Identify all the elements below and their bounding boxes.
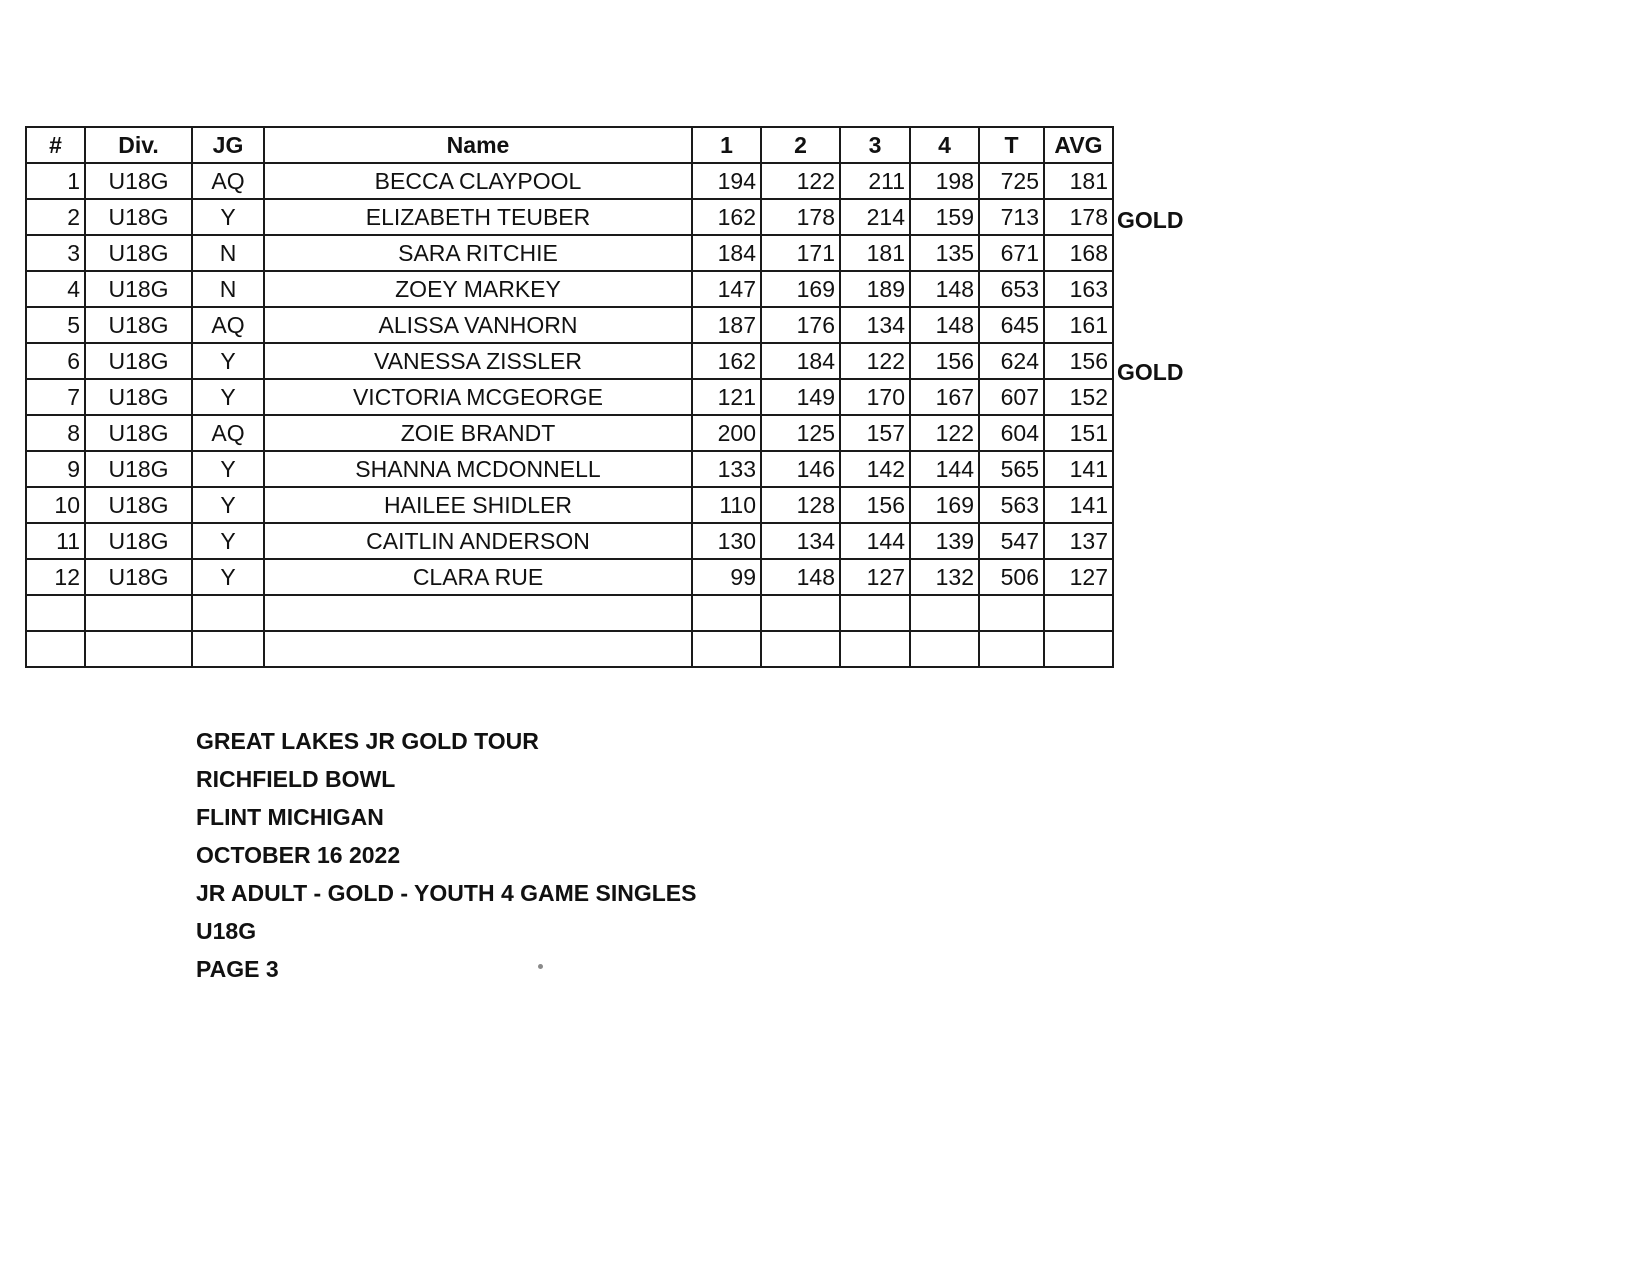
cell-name: ELIZABETH TEUBER [264, 199, 692, 235]
cell-average: 163 [1044, 271, 1113, 307]
cell-game-3: 189 [840, 271, 910, 307]
cell-game-1: 99 [692, 559, 761, 595]
cell-division: U18G [85, 415, 192, 451]
cell-total: 645 [979, 307, 1044, 343]
table-row [26, 307, 1113, 343]
header-total: T [979, 127, 1044, 163]
cell-game-1: 133 [692, 451, 761, 487]
cell-name: VICTORIA MCGEORGE [264, 379, 692, 415]
cell-game-4: 167 [910, 379, 979, 415]
cell-average: 137 [1044, 523, 1113, 559]
cell-division: U18G [85, 523, 192, 559]
cell-game-1: 162 [692, 199, 761, 235]
cell-game-3: 122 [840, 343, 910, 379]
gold-qualifier-note: GOLD [1117, 207, 1184, 233]
cell-total: 653 [979, 271, 1044, 307]
cell-division: U18G [85, 163, 192, 199]
cell-rank: 5 [26, 307, 85, 343]
empty-row [26, 631, 1113, 667]
event-title: JR ADULT - GOLD - YOUTH 4 GAME SINGLES [196, 880, 697, 906]
cell-game-3: 144 [840, 523, 910, 559]
header-rank: # [26, 127, 85, 163]
cell-game-4: 135 [910, 235, 979, 271]
cell-game-1: 187 [692, 307, 761, 343]
cell-average: 127 [1044, 559, 1113, 595]
scan-speck [538, 964, 543, 969]
header-game-2: 2 [761, 127, 840, 163]
cell-game-4: 198 [910, 163, 979, 199]
empty-row [26, 595, 1113, 631]
cell-average: 152 [1044, 379, 1113, 415]
cell-game-2: 134 [761, 523, 840, 559]
cell-game-4: 159 [910, 199, 979, 235]
cell-name: VANESSA ZISSLER [264, 343, 692, 379]
cell-game-3: 214 [840, 199, 910, 235]
cell-division: U18G [85, 487, 192, 523]
cell-division: U18G [85, 379, 192, 415]
tour-name: GREAT LAKES JR GOLD TOUR [196, 728, 539, 754]
cell-jg: Y [192, 487, 264, 523]
table-row [26, 523, 1113, 559]
event-location: FLINT MICHIGAN [196, 804, 384, 830]
cell-game-4: 132 [910, 559, 979, 595]
cell-jg: Y [192, 451, 264, 487]
cell-game-3: 156 [840, 487, 910, 523]
cell-jg: Y [192, 343, 264, 379]
cell-game-2: 176 [761, 307, 840, 343]
cell-game-1: 184 [692, 235, 761, 271]
cell-game-3: 181 [840, 235, 910, 271]
cell-game-3: 157 [840, 415, 910, 451]
cell-game-2: 125 [761, 415, 840, 451]
cell-rank: 7 [26, 379, 85, 415]
table-row [26, 559, 1113, 595]
cell-game-1: 147 [692, 271, 761, 307]
cell-name: CLARA RUE [264, 559, 692, 595]
cell-rank: 1 [26, 163, 85, 199]
table-row [26, 487, 1113, 523]
cell-name: HAILEE SHIDLER [264, 487, 692, 523]
header-division: Div. [85, 127, 192, 163]
cell-game-4: 122 [910, 415, 979, 451]
cell-average: 141 [1044, 451, 1113, 487]
cell-average: 178 [1044, 199, 1113, 235]
page-number: PAGE 3 [196, 956, 279, 982]
cell-average: 181 [1044, 163, 1113, 199]
gold-qualifier-note: GOLD [1117, 359, 1184, 385]
table-row [26, 235, 1113, 271]
cell-rank: 8 [26, 415, 85, 451]
cell-total: 547 [979, 523, 1044, 559]
header-name: Name [264, 127, 692, 163]
cell-average: 156 [1044, 343, 1113, 379]
cell-rank: 11 [26, 523, 85, 559]
cell-division: U18G [85, 307, 192, 343]
cell-game-2: 146 [761, 451, 840, 487]
cell-game-2: 171 [761, 235, 840, 271]
cell-game-3: 134 [840, 307, 910, 343]
cell-game-3: 170 [840, 379, 910, 415]
cell-name: CAITLIN ANDERSON [264, 523, 692, 559]
cell-jg: AQ [192, 163, 264, 199]
cell-jg: Y [192, 379, 264, 415]
header-jg: JG [192, 127, 264, 163]
cell-jg: N [192, 235, 264, 271]
header-row [26, 127, 1113, 163]
cell-jg: Y [192, 199, 264, 235]
cell-average: 141 [1044, 487, 1113, 523]
cell-game-1: 194 [692, 163, 761, 199]
cell-total: 563 [979, 487, 1044, 523]
cell-total: 713 [979, 199, 1044, 235]
cell-game-2: 148 [761, 559, 840, 595]
cell-rank: 3 [26, 235, 85, 271]
cell-rank: 4 [26, 271, 85, 307]
cell-game-2: 178 [761, 199, 840, 235]
table-row [26, 379, 1113, 415]
cell-name: ZOEY MARKEY [264, 271, 692, 307]
cell-game-1: 200 [692, 415, 761, 451]
results-table [25, 126, 1114, 668]
cell-game-4: 148 [910, 307, 979, 343]
table-row [26, 163, 1113, 199]
cell-rank: 6 [26, 343, 85, 379]
cell-total: 604 [979, 415, 1044, 451]
cell-game-2: 169 [761, 271, 840, 307]
cell-total: 671 [979, 235, 1044, 271]
cell-game-3: 142 [840, 451, 910, 487]
division-label: U18G [196, 918, 257, 944]
cell-game-4: 144 [910, 451, 979, 487]
table-row [26, 415, 1113, 451]
table-row [26, 199, 1113, 235]
event-date: OCTOBER 16 2022 [196, 842, 401, 868]
cell-game-1: 162 [692, 343, 761, 379]
cell-name: BECCA CLAYPOOL [264, 163, 692, 199]
cell-game-4: 139 [910, 523, 979, 559]
cell-total: 506 [979, 559, 1044, 595]
cell-game-2: 184 [761, 343, 840, 379]
cell-game-2: 122 [761, 163, 840, 199]
cell-division: U18G [85, 199, 192, 235]
cell-game-3: 127 [840, 559, 910, 595]
cell-jg: AQ [192, 415, 264, 451]
header-average: AVG [1044, 127, 1113, 163]
cell-jg: AQ [192, 307, 264, 343]
header-game-1: 1 [692, 127, 761, 163]
cell-average: 151 [1044, 415, 1113, 451]
venue-name: RICHFIELD BOWL [196, 766, 396, 792]
cell-total: 624 [979, 343, 1044, 379]
cell-division: U18G [85, 271, 192, 307]
cell-game-1: 130 [692, 523, 761, 559]
cell-total: 725 [979, 163, 1044, 199]
cell-rank: 10 [26, 487, 85, 523]
cell-game-4: 169 [910, 487, 979, 523]
cell-rank: 2 [26, 199, 85, 235]
cell-division: U18G [85, 235, 192, 271]
cell-total: 565 [979, 451, 1044, 487]
cell-game-1: 110 [692, 487, 761, 523]
cell-total: 607 [979, 379, 1044, 415]
cell-name: SARA RITCHIE [264, 235, 692, 271]
cell-average: 168 [1044, 235, 1113, 271]
cell-division: U18G [85, 451, 192, 487]
cell-game-4: 156 [910, 343, 979, 379]
cell-jg: N [192, 271, 264, 307]
cell-rank: 9 [26, 451, 85, 487]
results-body [26, 163, 1113, 667]
cell-game-4: 148 [910, 271, 979, 307]
table-row [26, 343, 1113, 379]
cell-average: 161 [1044, 307, 1113, 343]
cell-game-1: 121 [692, 379, 761, 415]
cell-game-2: 149 [761, 379, 840, 415]
table-row [26, 451, 1113, 487]
cell-game-3: 211 [840, 163, 910, 199]
table-row [26, 271, 1113, 307]
cell-jg: Y [192, 523, 264, 559]
cell-name: ALISSA VANHORN [264, 307, 692, 343]
cell-jg: Y [192, 559, 264, 595]
cell-division: U18G [85, 559, 192, 595]
header-game-3: 3 [840, 127, 910, 163]
cell-game-2: 128 [761, 487, 840, 523]
cell-name: SHANNA MCDONNELL [264, 451, 692, 487]
cell-division: U18G [85, 343, 192, 379]
cell-name: ZOIE BRANDT [264, 415, 692, 451]
event-info [196, 722, 697, 988]
header-game-4: 4 [910, 127, 979, 163]
cell-rank: 12 [26, 559, 85, 595]
